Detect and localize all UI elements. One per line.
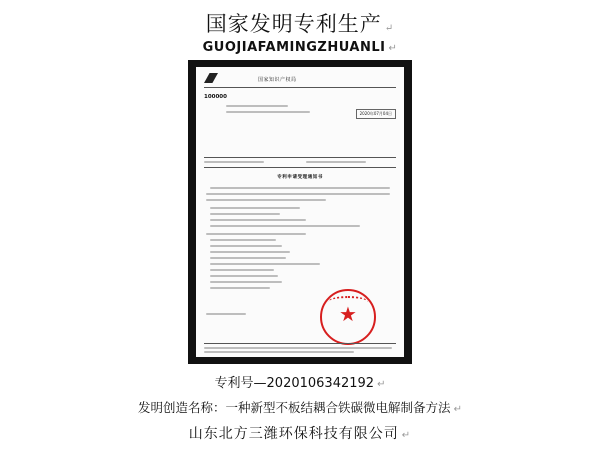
reference-number-line xyxy=(306,161,366,163)
divider xyxy=(204,87,396,88)
paragraph-mark: ↵ xyxy=(401,430,412,441)
address-line xyxy=(226,104,288,108)
invention-title: 发明创造名称：一种新型不板结耦合铁碳微电解制备方法 ↵ xyxy=(138,400,462,415)
office-name: 国家知识产权局 xyxy=(258,77,297,83)
patent-number: 专利号—2020106342192 ↵ xyxy=(214,376,386,391)
footer-text xyxy=(204,351,354,353)
paragraph-mark: ↵ xyxy=(453,404,462,415)
certificate-number: 100000 xyxy=(204,94,227,100)
footer-text xyxy=(204,347,392,349)
official-seal xyxy=(320,289,376,345)
certificate-photo xyxy=(188,60,412,364)
application-number-line xyxy=(204,161,264,163)
company-name: 山东北方三潍环保科技有限公司 ↵ xyxy=(188,426,412,442)
paragraph-mark: ↵ xyxy=(388,43,398,54)
page-subtitle-pinyin: GUOJIAFAMINGZHUANLI ↵ xyxy=(202,40,398,55)
divider xyxy=(204,167,396,168)
page-title: 国家发明专利生产 ↵ xyxy=(205,12,395,36)
paragraph-mark: ↵ xyxy=(377,379,386,390)
paragraph-mark: ↵ xyxy=(384,23,395,34)
seal-star-icon: ★ xyxy=(339,302,357,326)
divider xyxy=(204,157,396,158)
cnipa-logo-icon xyxy=(204,73,218,83)
notice-title: 专利申请受理通知书 xyxy=(277,175,323,180)
divider xyxy=(204,343,396,344)
address-line xyxy=(226,110,310,114)
certificate-paper xyxy=(196,67,404,357)
issue-date: 2020年07月04日 xyxy=(356,109,396,119)
